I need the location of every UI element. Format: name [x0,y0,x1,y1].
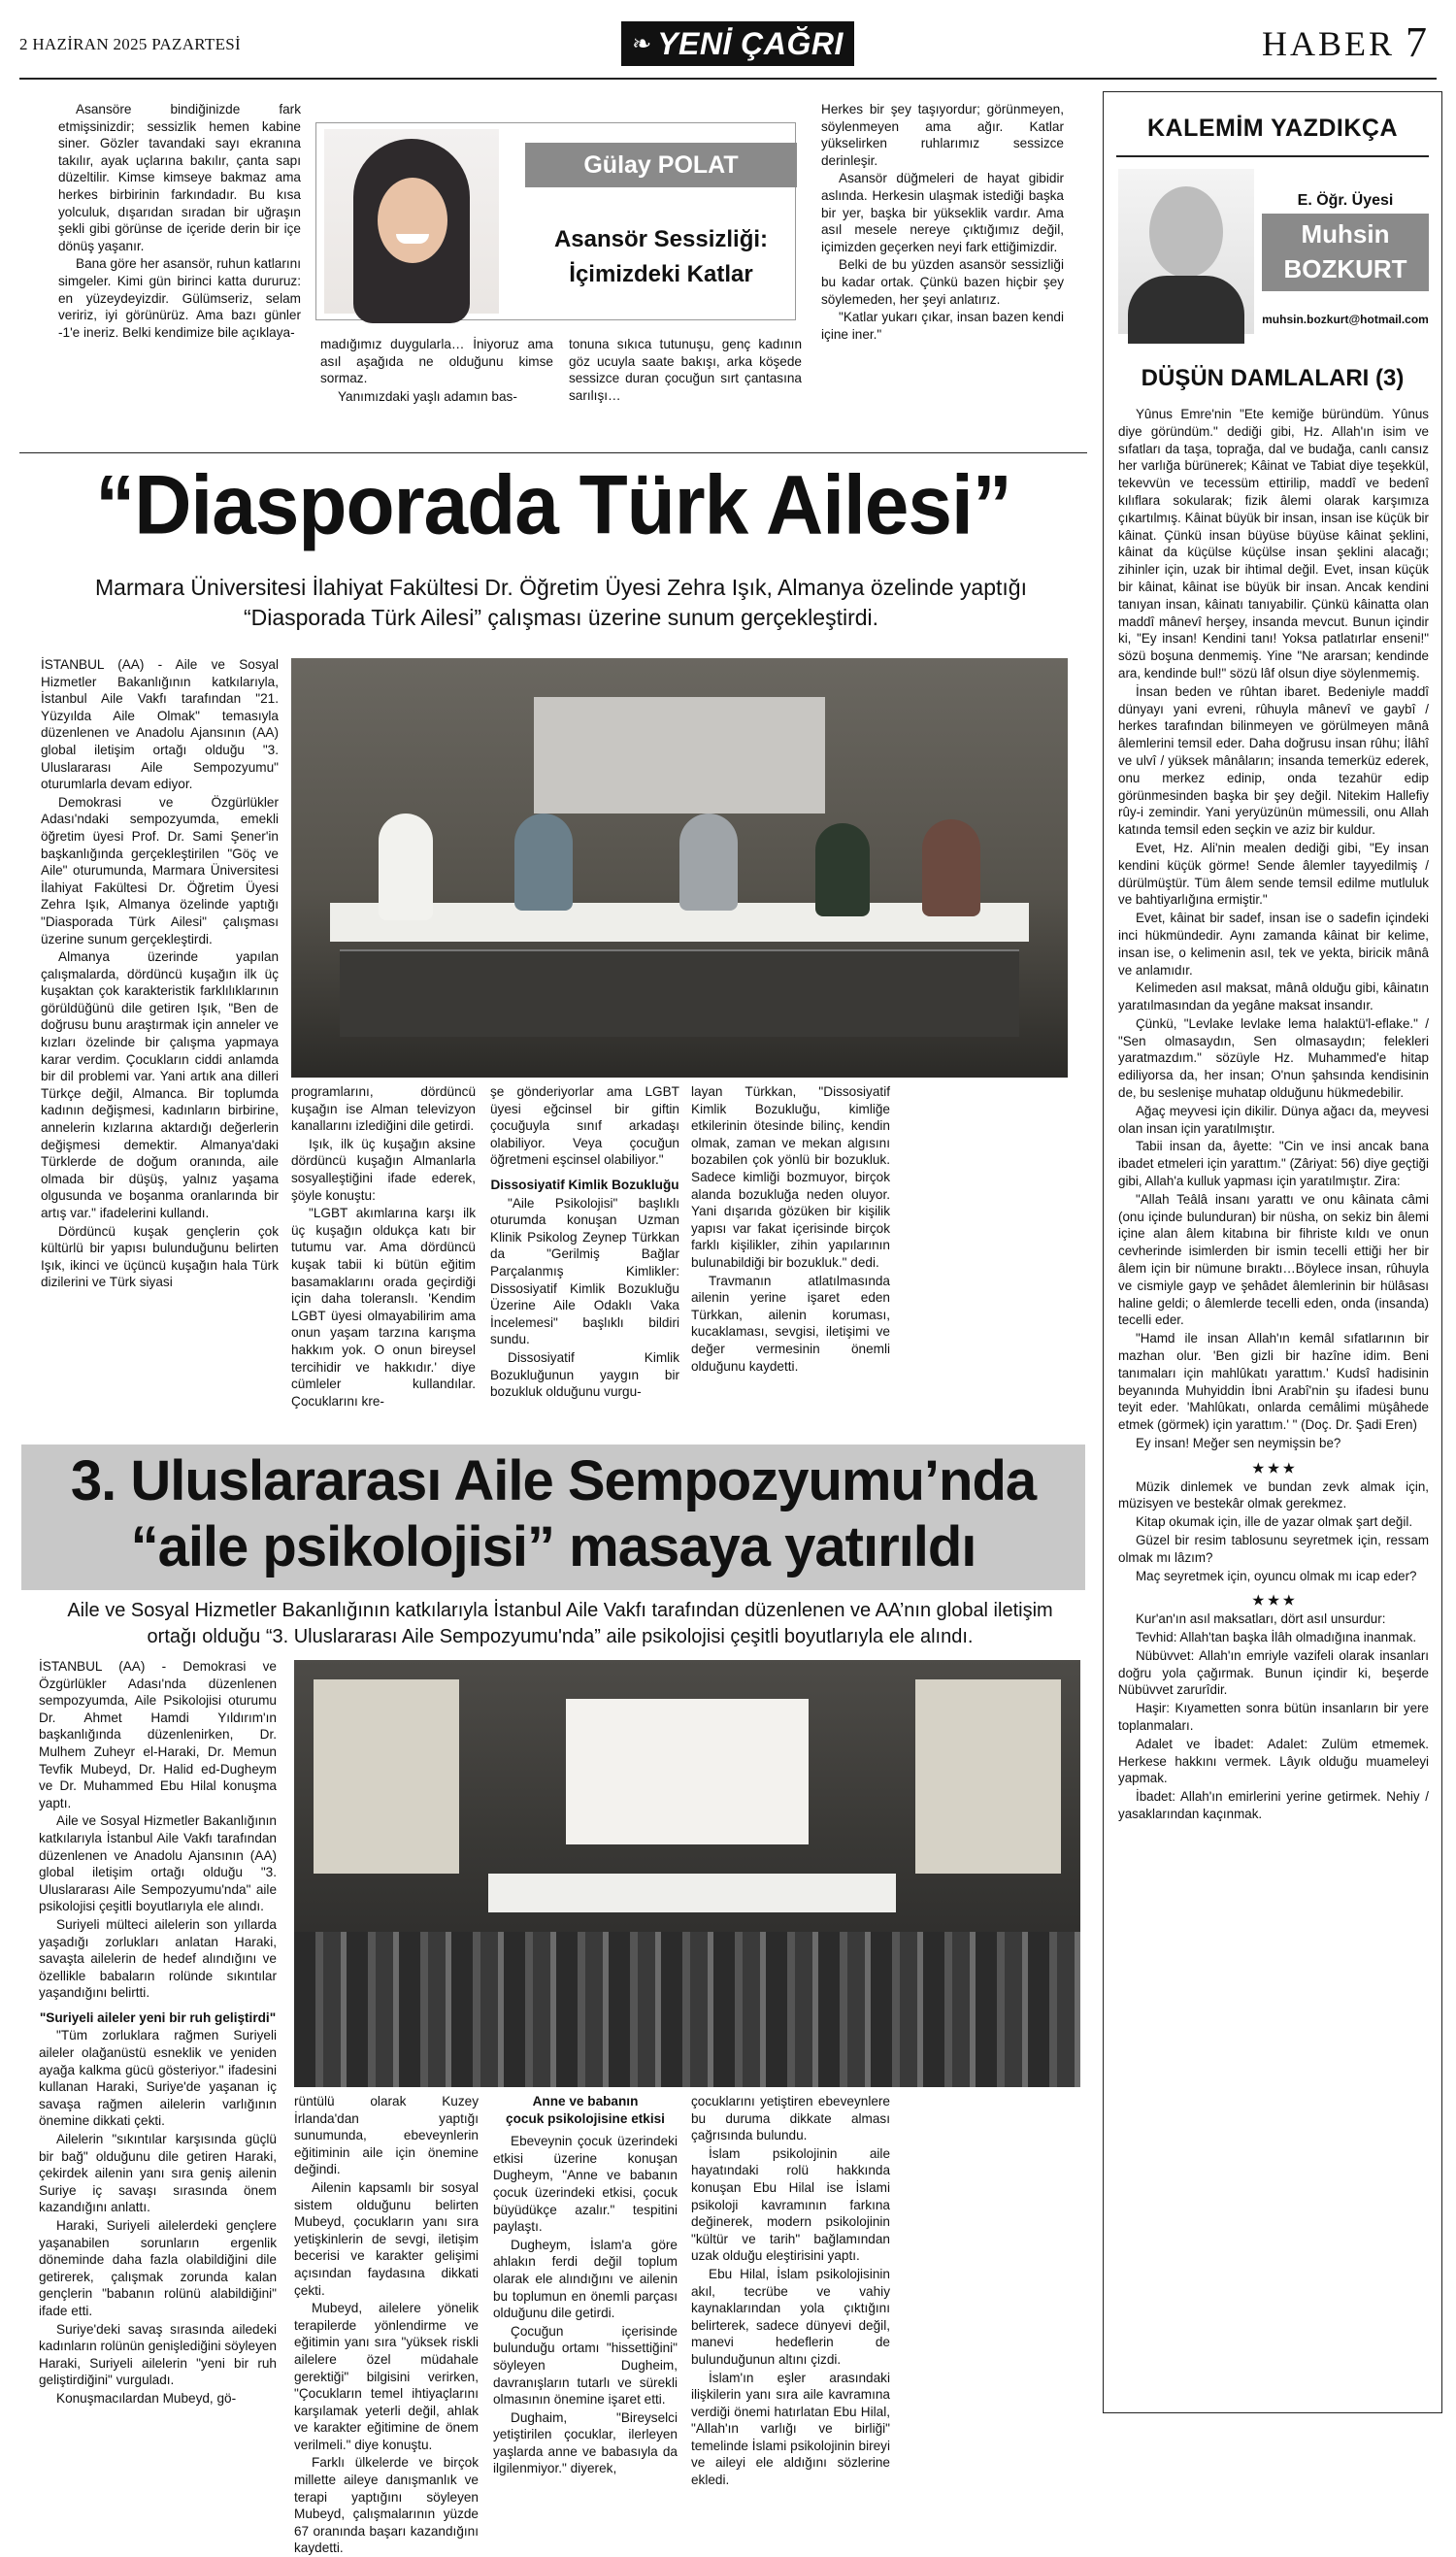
paragraph: Ey insan! Meğer sen neymişsin be? [1136,1436,1341,1451]
column-title-2: İçimizdeki Katlar [569,261,753,287]
paragraph: Ailenin kapsamlı bir sosyal sistem olduğunu belirten Mubeyd, çocukların yanı sıra yetişkinlerin de sevgi, iletişim becerisi ve karakter gelişimi açısından faydasına dikkati çekti. [294,2179,479,2298]
paragraph: Ağaç meyvesi için dikilir. Dünya ağacı da, meyvesi olan insan için yaratılmıştır. [1118,1103,1429,1136]
projection-screen [534,697,825,814]
story2-subhead-2a: Anne ve babanın [532,2094,639,2109]
backdrop-right [915,1679,1061,1874]
paragraph: Adalet ve İbadet: Adalet: Zulüm etmemek. Herkese hakkını vermek. Lâyık olduğu muameleyi yapmak. [1118,1736,1429,1786]
columnist-photo [324,129,499,314]
sidebar-author-prefix: E. Öğr. Üyesi [1297,192,1394,209]
paragraph: Suriye'deki savaş sırasında ailedeki kadınların rolünün genişlediğini söyleyen Haraki, Suriyeli ailelerin "yeni bir ruh geliştirdiğini" vurguladı. [39,2321,277,2388]
paragraph: Müzik dinlemek ve bundan zevk almak için, müzisyen ve bestekâr olmak gerekmez. [1118,1478,1429,1511]
paragraph: Ebeveynin çocuk üzerindeki etkisi üzerine konuşan Dugheym, "Anne ve babanın çocuk üzerindeki etkisi, çocuk büyüdükçe azalır." tespitini paylaştı. [493,2134,678,2235]
paragraph: tonuna sıkıca tutunuşu, genç kadının göz ucuyla saate bakışı, arka köşede sessizce duran çocuğun sırt çantasına sarılışı… [569,337,802,403]
stage-platform [340,949,1019,1037]
panel-photo [291,658,1068,1078]
audience-area [294,1932,1080,2087]
paragraph: Kur'an'ın asıl maksatları, dört asıl unsurdur: [1136,1611,1386,1627]
logo-mark-icon: ❧ [632,30,652,57]
story2-col-1 [39,1658,277,2415]
speaker-2 [514,814,573,911]
story2-subhead-1: "Suriyeli aileler yeni bir ruh geliştirdi" [39,2009,277,2025]
sidebar-column-title: DÜŞÜN DAMLALARI (3) [1141,365,1405,391]
paragraph: Evet, kâinat bir sadef, insan ise o sadefin içindeki inci hükmündedir. Aynı zamanda kâinat bir kelime, insan ise, o kelimenin asıl, tek ve yekta, biricik mânâ ve anlamıdır. [1118,911,1429,978]
paragraph: programlarını, dördüncü kuşağın ise Alman televizyon kanallarını izlediğini dile getirdi. [291,1084,476,1134]
paragraph: Asansör düğmeleri de hayat gibidir aslında. Herkesin ulaşmak istediği başka bir yer, başka bir yükseklik vardır. Ama asıl mesele nereye çıktığımız değil, içimizden geçerken neyi fark ettiğimizdir. [821,171,1064,254]
paragraph: "Hamd ile insan Allah'ın kemâl sıfatlarının bir mazhan olur. 'Ben gizli bir hazîne idim. Beni tanımaları için mahlûkatı yarattım.' Kudsî hadisinin beyanında Muhyiddin İbni Arabî'nin şu ifadesi bunu teyit eder. 'Mahlûkatı, onlarda cemâlimi müşâhede etmek (görmek) için yarattım.' " (Doç. Dr. Şadi Eren) [1118,1331,1429,1433]
story2-col-4 [691,2093,890,2488]
paragraph: "Allah Teâlâ insanı yarattı ve onu kâinata câmi (onu içinde bulunduran) bir nüsha, on sekiz bin âlemi içine alan âlem kitabına bir fihriste kıldı ve onun cevherinde isimlerden bir ismin tecelli ettiği her bir âlem için bir nümune bıraktı…Böylece insan, rûhuyla ve cismiyle gayp ve şehâdet âlemlerinin bir hülâsası haline geldi; o âlemlerde tecelli eden, onda (insanda) tecelli eder. [1118,1191,1429,1328]
paragraph: Kelimeden asıl maksat, mânâ olduğu gibi, kâinatın yaratılmasından da yegâne maksat insandır. [1118,980,1429,1013]
paragraph: "Tüm zorluklara rağmen Suriyeli aileler olağanüstü esneklik ve yeniden ayağa kalkma gücü gösteriyor." ifadesini kullanan Haraki, Suriye'de yaşanan iç savaşa rağmen ailelerin varlığının önemine dikkati çekti. [39,2028,277,2129]
paragraph: Evet, Hz. Ali'nin mealen dediği gibi, "Ey insan kendini küçük görme! Sende âlemler tayyedilmiş / dürülmüştür. Tüm âlem sende temsil edilme mutluluk ve bahtiyarlığına ermiştir." [1118,840,1429,908]
paragraph: İslam'ın eşler arasındaki ilişkilerin yanı sıra aile kavramına verdiği önemi hatırlatan Ebu Hilal, "Allah'ın varlığı ve birliği" temelinde İslami psikolojinin bireyi ve aileyi ele aldığını sözlerine ekledi. [691,2370,890,2488]
paragraph: Maç seyretmek için, oyuncu olmak mı icap eder? [1136,1568,1417,1583]
symposium-photo [294,1660,1080,2087]
paragraph: Bana göre her asansör, ruhun katlarını simgeler. Kimi gün birinci katta dururuz: en yüzeydeyizdir. Gülümseriz, selam veririz, iyi görünürüz. Ama bazı günler -1'e ineriz. Belki kendimize bile açıklaya- [58,256,301,340]
sidebar-title: KALEMİM YAZDIKÇA [1146,115,1398,142]
paragraph: İSTANBUL (AA) - Aile ve Sosyal Hizmetler Bakanlığının katkılarıyla, İstanbul Aile Vakfı tarafından "21. Yüzyılda Aile Olmak" temasıyla düzenlenen ve Anadolu Ajansının (AA) global iletişim ortağı olduğu "3. Uluslararası Aile Sempozyumu" oturumlarla devam ediyor. [41,657,279,792]
paragraph: Dissosiyatif Kimlik Bozukluğunun yaygın bir bozukluk olduğunu vurgu- [490,1349,679,1400]
paragraph: Güzel bir resim tablosunu seyretmek için, ressam olmak mı lâzım? [1118,1533,1429,1565]
paragraph: Almanya üzerinde yapılan çalışmalarda, dördüncü kuşağın ilk üç kuşaktan çok karakteristik farklılıklarının görüldüğünü dile getiren Işık, "Ben de doğrusu bunu araştırmak için anneler ve kızları özelinde bir çalışma yapmaya karar verdim. Çocukların ciddi anlamda bir dil problemi var. Yani artık ana dilleri Türkçe değil, Almanca. Bir toplumda kadının değişmesi, kadınların birbirine, annelerin kızlarına aktardığı değerlerin değişmesi demektir. Almanya'daki Türklerde de doğum oranında, aile olmada bir düşüş, yalnız yaşama olgusunda ve boşanma oranlarında bir artış var." ifadelerini kullandı. [41,949,279,1220]
paragraph: İslam psikolojinin aile hayatındaki rolü hakkında konuşan Ebu Hilal ise İslami psikoloji kavramının farkına değinerek, modern psikolojinin "kültür ve tarih" bağlamından uzak olduğu eleştirisini yaptı. [691,2145,890,2264]
paragraph: Farklı ülkelerde ve birçok millette aileye danışmanlık ve terapi yaptığını söyleyen Mubeyd, çalışmalarının yüzde 67 oranında başarı kazandığını kaydetti. [294,2455,479,2556]
story2-deck: Aile ve Sosyal Hizmetler Bakanlığının katkılarıyla İstanbul Aile Vakfı tarafından düzenlenen ve AA’nın global iletişim ortağı olduğu “3. Uluslararası Aile Sempozyumu'nda” aile psikolojisi çeşitli boyutlarıyla ele alındı. [67,1600,1053,1647]
paragraph: "Katlar yukarı çıkar, insan bazen kendi içine iner." [821,310,1064,342]
sidebar-body [1118,406,1429,2409]
header-rule [19,78,1437,80]
presentation-screen [566,1699,809,1844]
stage-table [488,1874,896,1912]
paragraph: Yûnus Emre'nin "Ete kemiğe büründüm. Yûnus diye göründüm." dediği gibi, Hz. Allah'ın isim ve sıfatları da taşa, toprağa, dal ve budağa, canlı cansız her varlığa bürünerek; Kâinat ve Tabiat diye teşekkül, tekevvün ve tecessüm ettirilip, maddî ve bedenî kılıflara sokularak; fizik âlemi olarak karşımıza çıkartılmış. Kâinat büyük bir insan, insan ise küçük bir kâinat. Çünkü insan büyüse büyüse kâinat şeklini, kâinat da küçülse küçülse insan şeklini alacağı; zihinler için, uzak bir ihtimal değil. Evet, insan küçük bir kâinat, kâinat ise büyük bir insan. Ancak kendini tanıyan insan, kâinatı tanıyabilir. Çünkü kâinatta olan maddî mânevî herşey, insanda mevcut. Bunun içindir ki, "Ey insan! Kendini tanı! Yoksa patlatırlar enseni!" sözü boşuna denmemiş. Yine "Ne ararsan; kendinde ara, kendinde bul!" sözü lâf olsun diye söylenmemiş. [1118,407,1429,681]
sidebar-author-photo [1118,169,1254,334]
top-column-rule [19,452,1087,453]
paragraph: "LGBT akımlarına karşı ilk üç kuşağın oldukça katı bir tutumu var. Ama dördüncü kuşak tabii ki bütün eğitim basamaklarını orada geçirdiği için daha toleranslı. 'Kendim LGBT üyesi olmayabilirim ama onun yaşam tarzına karışma hakkım yok. O onun bireysel tercihidir ve hakkıdır.' diye cümleler kullandılar. Çocuklarını kre- [291,1206,476,1409]
suit-shape [1128,276,1244,344]
speaker-5 [922,819,980,916]
paragraph: Demokrasi ve Özgürlükler Adası'ndaki sempozyumda, emekli öğretim üyesi Prof. Dr. Sami Şener'in başkanlığında gerçekleştirilen "Göç ve Aile" oturumunda, Marmara Üniversitesi İlahiyat Fakültesi Dr. Öğretim Üyesi Zehra Işık, Almanya özelinde yaptığı "Diasporada Türk Ailesi" çalışması üzerine sunum gerçekleştirdi. [41,794,279,946]
speaker-4 [815,823,870,916]
paragraph: Herkes bir şey taşıyordur; görünmeyen, söylenmeyen ama ağır. Katlar yükselirken ruhlarımız sessizce derinleşir. [821,102,1064,168]
paragraph: Aile ve Sosyal Hizmetler Bakanlığının katkılarıyla İstanbul Aile Vakfı tarafından düzenlenen ve Anadolu Ajansının (AA) global iletişim ortağı olduğu "3. Uluslararası Aile Sempozyumu'nda" aile psikolojisi çeşitli boyutlarıyla ele alındı. [39,1813,277,1914]
paragraph: Suriyeli mülteci ailelerin son yıllarda yaşadığı zorlukları anlatan Haraki, savaşta ailelerin de hedef alındığını ve özellikle babaların rolünde sıkıntılar yaşandığını belirtti. [39,1916,277,2001]
paragraph: layan Türkkan, "Dissosiyatif Kimlik Bozukluğu, kimliğe etkilerinin ötesinde bilinç, kendin olmak, zaman ve mekan algısını bozabilen çok yönlü bir bozukluk. Sadece kimliği bozmuyor, birçok alanda bozukluğa neden oluyor. Yani dışarıda gözüken bir kişilik yapısı var fakat içerisinde birçok farklı kişilikler, zihin yapılarının bulunabildiği bir bozukluk." dedi. [691,1084,890,1270]
paragraph: İbadet: Allah'ın emirlerini yerine getirmek. Nehiy / yasaklarından kaçınmak. [1118,1789,1429,1821]
paragraph: Yanımızdaki yaşlı adamın bas- [338,388,517,404]
story1-col-2 [291,1083,476,1443]
author-name: Gülay POLAT [583,150,739,179]
story1-col-3 [490,1083,679,1443]
paragraph: Asansöre bindiğinizde fark etmişsinizdir; sessizlik hemen kabine siner. Gözler tavandaki sayı ekranına takılır, ayak uçlarına bakılır, çanta sapı düzeltilir. Kimse kimseye bakmaz ama herkes birbirinin farkındadır. Bu kısa yolculuk, dışarıdan sıradan bir uğraşın şekli gibi görünse de içeride derin bir içe dönüş yaşanır. [58,102,301,253]
column-title-1: Asansör Sessizliği: [553,226,769,252]
paragraph: Dughaim, "Bireyselci yetiştirilen çocuklar, ilerleyen yaşlarda anne ve babasıyla da ilgilenmiyor." diyerek, [493,2409,678,2476]
paragraph: çocuklarını yetiştiren ebeveynlere bu duruma dikkate alması çağrısında bulundu. [691,2094,890,2143]
section-stars-2: ★ ★ ★ [1252,1593,1295,1609]
speaker-1 [379,814,433,920]
paragraph: İSTANBUL (AA) - Demokrasi ve Özgürlükler Adası'nda düzenlenen sempozyumda, Aile Psikolojisi oturumu Dr. Ahmet Hamdi Yıldırım'ın başkanlığında düzenlenirken, Dr. Mulhem Zuheyr el-Haraki, Dr. Memun Tevfik Mubeyd, Dr. Halid ed-Dugheym ve Dr. Muhammed Ebu Hilal konuşma yaptı. [39,1659,277,1810]
story1-subhead: Dissosiyatif Kimlik Bozukluğu [490,1177,679,1192]
smile-shape [396,234,429,244]
story2-headline-2: “aile psikolojisi” masaya yatırıldı [130,1515,976,1578]
section-stars-1: ★ ★ ★ [1252,1460,1295,1476]
paragraph: Nübüvvet: Allah'ın emriyle vazifeli olarak insanları doğru yola çağırmak. Bunun içindir ki, beşerde Nübüvvet zarurîdir. [1118,1647,1429,1698]
paragraph: Haraki, Suriyeli ailelerdeki gençlere yaşanabilen sorunların ergenlik döneminde daha fazla olabildiğini dile getirerek, çalışmak zorunda kalan gençlerin "babanın rolünü alabildiğini" ifade etti. [39,2218,277,2318]
story2-subhead-2b: çocuk psikolojisine etkisi [506,2110,665,2126]
paragraph: şe gönderiyorlar ama LGBT üyesi eğcinsel bir giftin çocuğuyla sınıf arkadaşı olabiliyor. Veya çocuğun öğretmeni eşcinsel olabiliyor." [490,1084,679,1168]
paragraph: Haşir: Kıyametten sonra bütün insanların bir yere toplanmaları. [1118,1701,1429,1733]
top-col-3 [569,336,802,445]
paragraph: Çünkü, "Levlake levlake lema halaktü'l-eflake." / "Sen olmasaydın, Sen olmasaydın; felekleri yaratmazdım." sözüyle Hz. Muhammed'e hitap ediliyorsa da, her insan; O'nun şahsında kendisinin de, bu seslenişe muhatap olduğunu hükmedebilir. [1118,1015,1429,1101]
sidebar-author-first: Muhsin [1301,219,1390,249]
columnist-box [315,122,796,320]
paragraph: Tevhid: Allah'tan başka İlâh olmadığına inanmak. [1136,1629,1417,1644]
speaker-3 [679,814,738,911]
paragraph: Kitap okumak için, ille de yazar olmak şart değil. [1136,1514,1413,1530]
paragraph: Işık, ilk üç kuşağın aksine dördüncü kuşağın Almanlarla sosyalleştiğini ifade ederek, şöyle konuştu: [291,1136,476,1203]
sidebar-email: muhsin.bozkurt@hotmail.com [1262,313,1429,326]
backdrop-left [314,1679,459,1874]
story1-deck: Marmara Üniversitesi İlahiyat Fakültesi Dr. Öğretim Üyesi Zehra Işık, Almanya özelinde yaptığı “Diasporada Türk Ailesi” çalışması üzerine sunum gerçekleştirdi. [95,575,1027,630]
top-col-1 [58,101,301,443]
story1-col-1 [41,656,279,1443]
section-name: HABER [1262,24,1396,63]
sidebar-title-rule [1116,155,1429,157]
header-date: 2 HAZİRAN 2025 PAZARTESİ [19,35,241,53]
paragraph: Dugheym, İslam'a göre ahlakın ferdi değil toplum olarak ele alındığını ve ailenin bu toplumun en önemli parçası olduğunu dile getirdi. [493,2237,678,2321]
page-number: 7 [1406,18,1427,66]
story2-col-3 [493,2093,678,2476]
paragraph: Mubeyd, ailelere yönelik terapilerde yönlendirme ve eğitimin yanı sıra "yüksek riskli ailelere özel müdahale gerektiği" bilgisini verirken, "Çocukların temel ihtiyaçlarını karşılamak yeterli değil, ahlak ve karakter eğitimine de önem verilmeli." diye konuştu. [294,2301,479,2452]
top-col-2 [320,336,553,445]
paragraph: Dördüncü kuşak gençlerin çok kültürlü bir yapısı bulunduğunu belirten Işık, ikinci ve üçüncü kuşağın hala Türk dizilerini ve Türk siyasi [41,1223,279,1290]
sidebar-author-last: BOZKURT [1283,254,1407,283]
author-name-band [525,143,797,187]
head-shape [1149,186,1223,278]
paragraph: Travmanın atlatılmasında ailenin yerine işaret eden Türkkan, ailenin koruması, kucaklaması, sevgisi, iletişimi ve değer vermesinin önemli olduğunu kaydetti. [691,1273,890,1374]
paragraph: Belki de bu yüzden asansör sessizliği bu kadar ortak. Çünkü bazen hiçbir şey söylemeden, her şeyi anlatırız. [821,257,1064,307]
story1-col-4 [691,1083,890,1443]
page-header [0,0,1456,78]
paragraph: rüntülü olarak Kuzey İrlanda'dan yaptığı sunumunda, ebeveynlerin eğitiminin aile için önemine değindi. [294,2094,479,2177]
paragraph: "Aile Psikolojisi" başlıklı oturumda konuşan Uzman Klinik Psikolog Zeynep Türkkan da "Gerilmiş Bağlar Parçalanmış Kimlikler: Dissosiyatif Kimlik Bozukluğu Üzerine Aile Odaklı Vaka İncelemesi" başlıklı bildiri sundu. [490,1195,679,1347]
top-col-4 [821,101,1064,443]
story1-headline: “Diasporada Türk Ailesi” [95,458,1011,552]
logo-text: YENİ ÇAĞRI [657,25,844,61]
paragraph: Çocuğun içerisinde bulunduğu ortamı "hissettiğini" söyleyen Dugheim, davranışların tutarlı ve sürekli olmasının önemine işaret etti. [493,2323,678,2408]
story2-col-2 [294,2093,479,2556]
paragraph: Konuşmacılardan Mubeyd, gö- [56,2390,237,2406]
story2-headline-1: 3. Uluslararası Aile Sempozyumu’nda [70,1449,1037,1512]
paragraph: Tabii insan da, âyette: "Cin ve insi ancak bana ibadet etmeleri için yarattım." (Zâriyat: 56) diye geçtiği gibi, Allah'a kulluk yapması için yaratılmıştır. Zira: [1118,1139,1429,1189]
paragraph: Ailelerin "sıkıntılar karşısında güçlü bir bağ" olduğunu dile getiren Haraki, çekirdek ailenin yanı sıra geniş ailenin Suriye iç savaşı sırasında önem kazandığını anlattı. [39,2132,277,2215]
paragraph: Ebu Hilal, İslam psikolojisinin akıl, tecrübe ve vahiy kaynaklarından yola çıktığını belirterek, sadece dünyevi değil, manevi hedeflerin de bulunduğunun altını çizdi. [691,2266,890,2367]
paragraph: İnsan beden ve rûhtan ibaret. Bedeniyle maddî dünyayı yani evreni, rûhuyla mânevî ve gaybî / herkes tarafından bilinmeyen ve görülmeyen mânâ âlemlerini temsil eder. Daha doğrusu insan rûhu; İlâhî ve ulvî / yüksek mânâların; insanda temerküz ederek, onu merkez edinip, onda tezahür edip görünmesinden başka bir şey değil. Nitekim Hallefiy rûy-i zemindir. Yani yeryüzünün mümessili, onu Allah katında temsil eden seçkin ve aziz bir kuldur. [1118,683,1429,838]
newspaper-logo [621,21,854,66]
paragraph: madığımız duygularla… İniyoruz ama asıl aşağıda ne olduğunu kimse sormaz. [320,337,553,386]
face-shape [378,178,447,263]
